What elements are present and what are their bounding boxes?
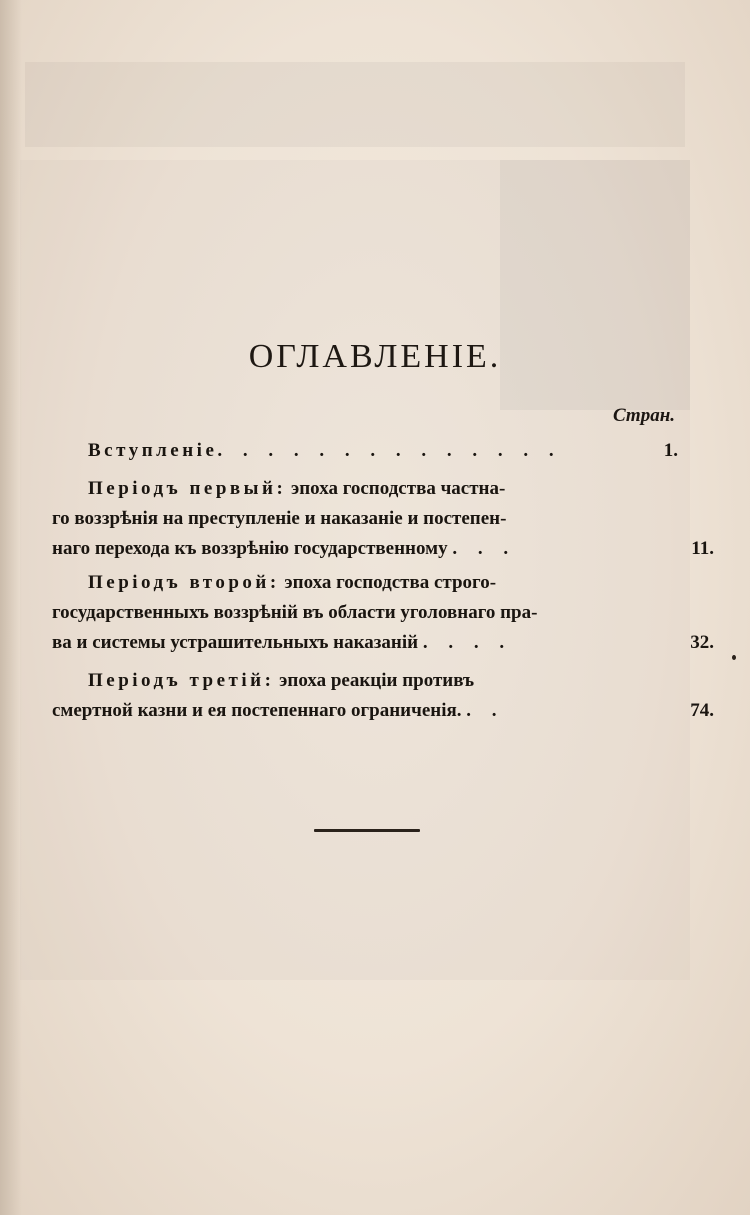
toc-entry[interactable] xyxy=(52,568,714,658)
page-column-header: Стран. xyxy=(612,405,675,426)
toc-entry-line xyxy=(52,696,714,726)
page-title: ОГЛАВЛЕНІЕ. xyxy=(248,338,502,375)
toc-page-number: 11. xyxy=(691,538,714,559)
toc-page-number: 1. xyxy=(663,440,678,461)
toc-entry-line xyxy=(88,568,678,598)
toc-entry-heading: Періодъ второй: xyxy=(88,572,280,593)
bleed-through-header xyxy=(25,62,685,147)
toc-leader: . . . . xyxy=(422,632,513,653)
toc-entry-text: эпоха реакціи противъ xyxy=(279,670,475,691)
toc-entry-title: Вступленіе xyxy=(88,440,218,461)
toc-entry-heading: Періодъ третій: xyxy=(88,670,275,691)
toc-leader: . . xyxy=(466,700,505,721)
toc-entry-heading: Періодъ первый: xyxy=(88,478,287,499)
toc-entry[interactable] xyxy=(88,436,678,466)
toc-leader: . . . . . . . . . . . . . . xyxy=(217,440,562,461)
toc-entry[interactable] xyxy=(52,666,714,726)
toc-entry-line xyxy=(52,534,714,564)
toc-entry-line: государственныхъ воззрѣній въ области уголовнаго пра- xyxy=(52,602,538,623)
page-gutter-shadow xyxy=(0,0,22,1215)
toc-entry-text: эпоха господства строго- xyxy=(284,572,497,593)
toc-entry-line xyxy=(88,436,678,466)
toc-entry-line xyxy=(52,628,714,658)
toc-entry-line: го воззрѣнія на преступленіе и наказаніе и постепен- xyxy=(52,508,507,529)
toc-entry-text: наго перехода къ воззрѣнію государственному xyxy=(52,538,448,559)
section-divider-rule xyxy=(314,829,420,832)
toc-entry-text: смертной казни и ея постепеннаго ограниченія. xyxy=(52,700,462,721)
toc-page-number: 74. xyxy=(690,700,714,721)
toc-leader: . . . xyxy=(452,538,517,559)
toc-entry-text: эпоха господства частна- xyxy=(291,478,506,499)
toc-entry-line xyxy=(88,474,678,504)
toc-entry-line xyxy=(88,666,678,696)
toc-entry-text: ва и системы устрашительныхъ наказаній xyxy=(52,632,419,653)
toc-entry[interactable] xyxy=(52,474,714,564)
toc-page-number: 32. xyxy=(690,632,714,653)
paper-speck xyxy=(732,655,736,660)
